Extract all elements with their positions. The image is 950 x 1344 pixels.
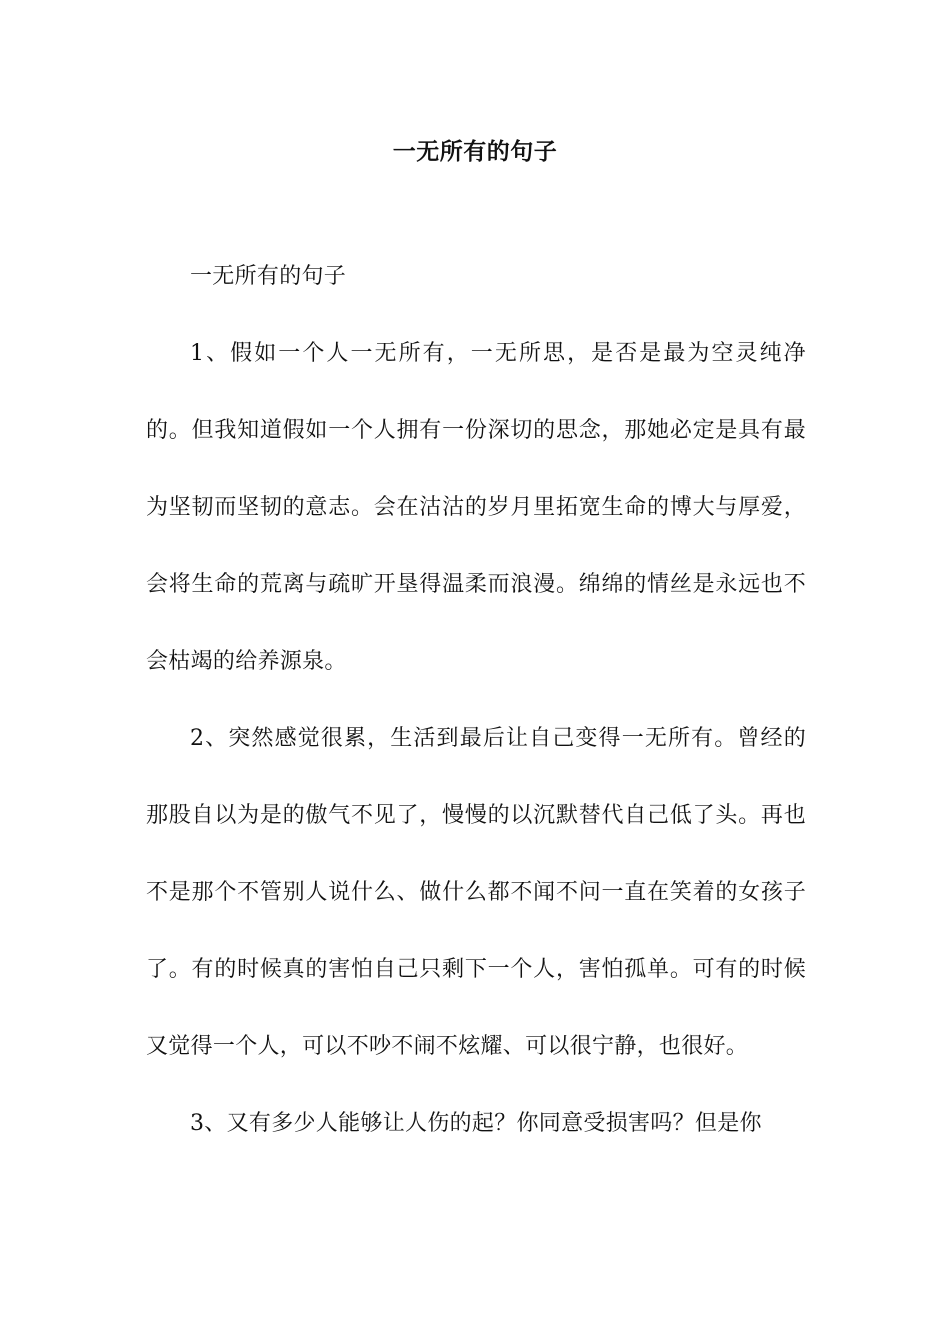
document-body [146, 315, 806, 1162]
document-title: 一无所有的句子 [392, 138, 558, 165]
paragraph-2: 2、突然感觉很累，生活到最后让自己变得一无所有。曾经的那股自以为是的傲气不见了，慢慢的以沉默替代自己低了头。再也不是那个不管别人说什么、做什么都不闻不问一直在笑着的女孩子了。有的时候真的害怕自己只剩下一个人，害怕孤单。可有的时候又觉得一个人，可以不吵不闹不炫耀、可以很宁静，也很好。 [146, 726, 806, 1059]
paragraph-3: 3、又有多少人能够让人伤的起？你同意受损害吗？但是你 [190, 1111, 762, 1136]
subtitle-text: 一无所有的句子 [190, 264, 347, 289]
paragraph-1: 1、假如一个人一无所有，一无所思，是否是最为空灵纯净的。但我知道假如一个人拥有一份深切的思念，那她必定是具有最为坚韧而坚韧的意志。会在沽沽的岁月里拓宽生命的博大与厚爱，会将生命的荒离与疏旷开垦得温柔而浪漫。绵绵的情丝是永远也不会枯竭的给养源泉。 [146, 341, 806, 674]
document-subtitle [146, 238, 806, 315]
